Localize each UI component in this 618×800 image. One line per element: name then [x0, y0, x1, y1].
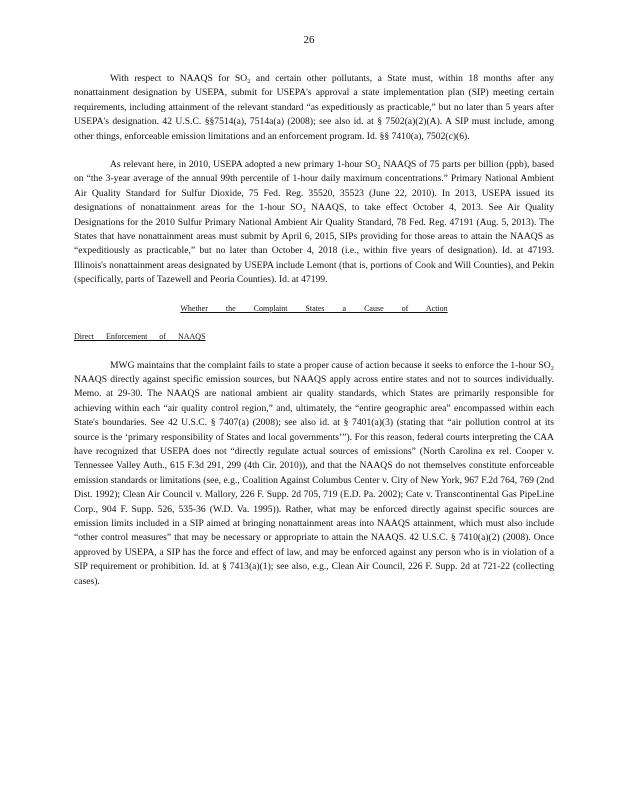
page-number: 26	[303, 34, 315, 46]
paragraph-2010-standard: As relevant here, in 2010, USEPA adopted a new primary 1-hour SO₂ NAAQS of 75 parts per billion (ppb), based on “the 3-year average of the annual 99th percentile of 1-hour daily maximum concentrations.” Primary National Ambient Air Quality Standard for Sulfur Dioxide, 75 Fed. Reg. 35520, 35523 (June 22, 2010). In 2013, USEPA issued its designations of nonattainment areas for the 1-hour SO₂ NAAQS, to take effect October 4, 2013. See Air Quality Designations for the 2010 Sulfur Primary National Ambient Air Quality Standard, 78 Fed. Reg. 47191 (Aug. 5, 2013). The States that have nonattainment areas must submit by April 6, 2015, SIPs providing for those areas to attain the NAAQS as “expeditiously as practicable,” but no later than October 4, 2018 (i.e., within five years of designation). Id. at 47193. Illinois's nonattainment areas designated by USEPA include Lemont (that is, portions of Cook and Will Counties), and Pekin (specifically, parts of Tazewell and Peoria Counties). Id. at 47199.	[74, 159, 554, 286]
paragraph-naaqs-sip: With respect to NAAQS for SO₂ and certain other pollutants, a State must, within 18 months after any nonattainment designation by USEPA, submit for USEPA's approval a state implementation plan (SIP) meeting certain requirements, including attainment of the relevant standard “as expeditiously as practicable,” but no later than 5 years after USEPA's designation. 42 U.S.C. §§7514(a), 7514a(a) (2008); see also id. at § 7502(a)(2)(A). A SIP must include, among other things, enforceable emission limitations and an enforcement program. Id. §§ 7410(a), 7502(c)(6).	[74, 73, 554, 142]
section-heading: Whether the Complaint States a Cause of Action	[180, 303, 448, 313]
subsection-heading: Direct Enforcement of NAAQS	[74, 332, 206, 342]
paragraph-direct-enforcement: MWG maintains that the complaint fails to state a proper cause of action because it seeks to enforce the 1-hour SO₂ NAAQS directly against specific emission sources, but NAAQS apply across entire states and not to sources individually. Memo. at 29-30. The NAAQS are national ambient air quality standards, which States are primarily responsible for achieving within each “air quality control region,” and, ultimately, the “entire geographic area” encompassed within each State's boundaries. See 42 U.S.C. § 7407(a) (2008); see also id. at § 7401(a)(3) (stating that “air pollution control at its source is the ‘primary responsibility of States and local governments’”). For this reason, federal courts interpreting the CAA have recognized that USEPA does not “directly regulate actual sources of emissions” (North Carolina ex rel. Cooper v. Tennessee Valley Auth., 615 F.3d 291, 299 (4th Cir. 2010)), and that the NAAQS do not themselves constitute enforceable emission standards or limitations (see, e.g., Coalition Against Columbus Center v. City of New York, 967 F.2d 764, 769 (2nd Dist. 1992); Clean Air Council v. Mallory, 226 F. Supp. 2d 705, 719 (E.D. Pa. 2002); Cate v. Transcontinental Gas PipeLine Corp., 904 F. Supp. 526, 535-36 (W.D. Va. 1995)). Rather, what may be enforced directly against specific sources are emission limits included in a SIP aimed at bringing nonattainment areas into NAAQS attainment, which must also include “other control measures” that may be necessary or appropriate to attain the NAAQS. 42 U.S.C. § 7410(a)(2) (2008). Once approved by USEPA, a SIP has the force and effect of law, and may be enforced against any person who is in violation of a SIP requirement or prohibition. Id. at § 7413(a)(1); see also, e.g., Clean Air Council, 226 F. Supp. 2d at 721-22 (collecting cases).	[74, 359, 554, 587]
document-body	[74, 72, 554, 603]
